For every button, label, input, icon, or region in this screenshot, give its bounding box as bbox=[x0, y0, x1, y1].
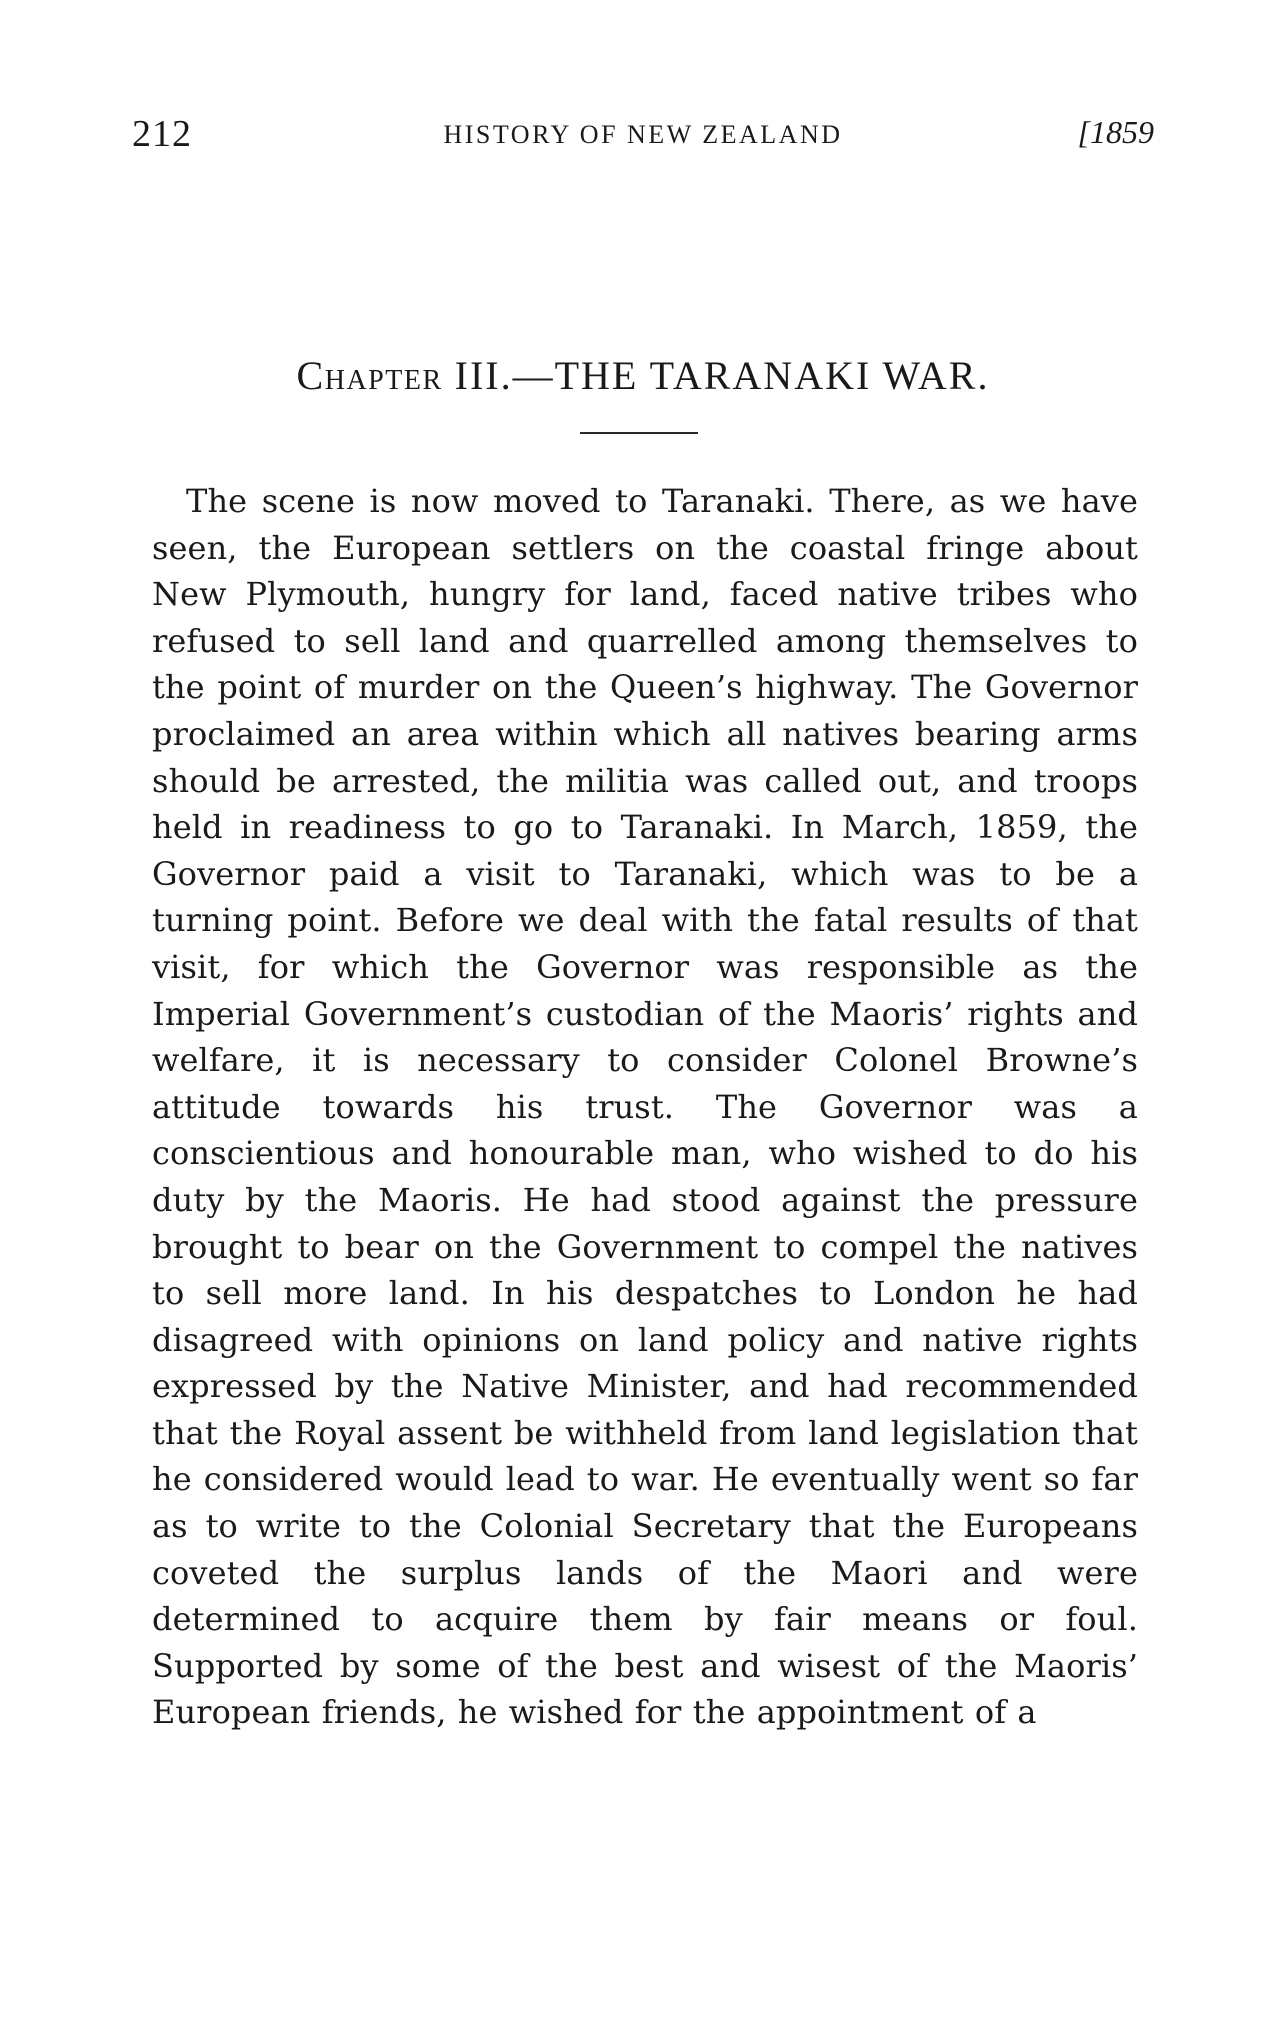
chapter-heading bbox=[0, 352, 1286, 399]
body-paragraph: The scene is now moved to Taranaki. There, as we have seen, the European settlers on the coastal fringe about New Plymouth, hungry for land, faced native tribes who refused to sell land and quarrelled among themselves to the point of murder on the Queen’s highway. The Governor proclaimed an area within which all natives bearing arms should be arrested, the militia was called out, and troops held in readiness to go to Taranaki. In March, 1859, the Governor paid a visit to Taranaki, which was to be a turning point. Before we deal with the fatal results of that visit, for which the Governor was responsible as the Imperial Government’s custodian of the Maoris’ rights and welfare, it is necessary to consider Colonel Browne’s attitude towards his trust. The Governor was a conscientious and honourable man, who wished to do his duty by the Maoris. He had stood against the pressure brought to bear on the Government to compel the natives to sell more land. In his despatches to London he had disagreed with opinions on land policy and native rights expressed by the Native Minister, and had recommended that the Royal assent be withheld from land legislation that he considered would lead to war. He eventually went so far as to write to the Colonial Secretary that the Europeans coveted the surplus lands of the Maori and were determined to acquire them by fair means or foul. Supported by some of the best and wisest of the Maoris’ European friends, he wished for the appointment of a bbox=[152, 482, 1138, 1732]
chapter-title: III.—THE TARANAKI WAR. bbox=[454, 353, 990, 398]
chapter-label: Chapter bbox=[296, 353, 443, 398]
chapter-divider-rule bbox=[580, 432, 698, 434]
running-year: [1859 bbox=[1077, 114, 1154, 150]
running-header bbox=[132, 112, 1154, 162]
page-number: 212 bbox=[132, 113, 192, 155]
running-title: HISTORY OF NEW ZEALAND bbox=[443, 120, 843, 149]
